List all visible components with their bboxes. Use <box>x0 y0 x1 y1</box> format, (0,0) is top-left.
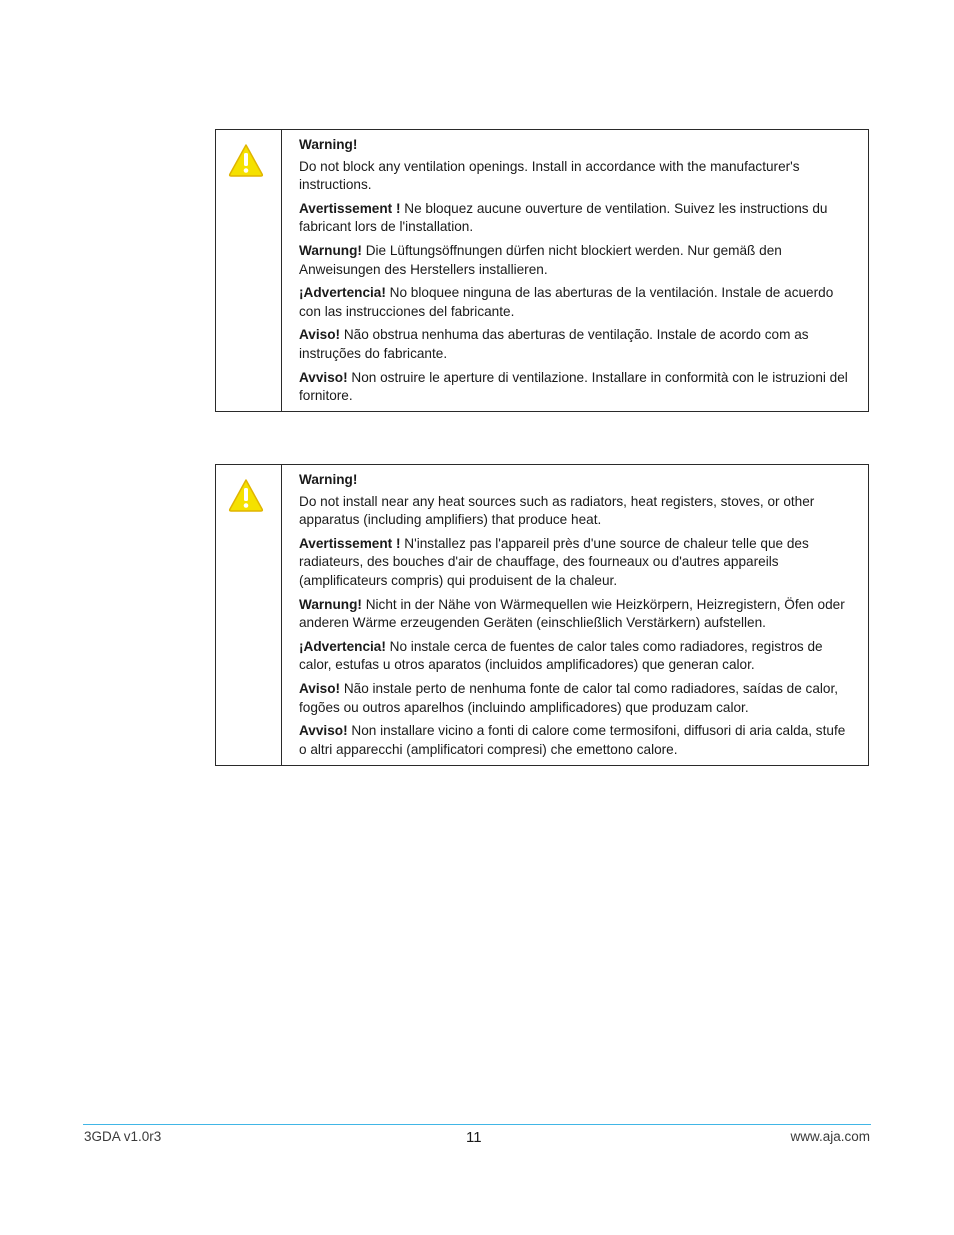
warning-triangle-icon <box>228 478 264 512</box>
warning-box-heat <box>215 464 869 766</box>
footer-page-number: 11 <box>466 1129 482 1146</box>
warning-paragraph-it: Avviso! Non ostruire le aperture di ventilazione. Installare in conformità con le istruzioni del fornitore. <box>299 369 848 404</box>
warning-heading: Warning! <box>299 472 358 487</box>
warning-icon-cell <box>216 465 282 765</box>
warning-paragraph-fr: Avertissement ! N'installez pas l'appareil près d'une source de chaleur telle que des radiateurs, des bouches d'air de chauffage, des fourneaux ou d'autres appareils (amplificateurs compris) qui produisent de la chaleur. <box>299 535 809 588</box>
warning-paragraph-de: Warnung! Nicht in der Nähe von Wärmequellen wie Heizkörpern, Heizregistern, Öfen oder anderen Wärme erzeugenden Geräten (einschließlich Verstärkern) aufstellen. <box>299 596 845 631</box>
warning-paragraph-it: Avviso! Non installare vicino a fonti di calore come termosifoni, diffusori di aria calda, stufe o altri apparecchi (amplificatori compresi) che emettono calore. <box>299 723 846 757</box>
warning-paragraph-en: Do not block any ventilation openings. Install in accordance with the manufacturer's instructions. <box>299 158 800 193</box>
footer-website: www.aja.com <box>790 1129 870 1144</box>
footer-rule <box>83 1124 871 1125</box>
warning-paragraph-en: Do not install near any heat sources such as radiators, heat registers, stoves, or other apparatus (including amplifiers) that produce heat. <box>299 493 815 528</box>
warning-triangle-icon <box>228 143 264 177</box>
warning-paragraph-es: ¡Advertencia! No bloquee ninguna de las aberturas de la ventilación. Instale de acuerdo con las instrucciones del fabricante. <box>299 285 834 319</box>
footer-document-version: 3GDA v1.0r3 <box>84 1129 162 1144</box>
warning-paragraph-fr: Avertissement ! Ne bloquez aucune ouverture de ventilation. Suivez les instructions du fabricant lors de l'installation. <box>299 200 828 235</box>
warning-paragraph-pt: Aviso! Não obstrua nenhuma das aberturas de ventilação. Instale de acordo com as instruções do fabricante. <box>299 327 809 361</box>
warning-paragraph-es: ¡Advertencia! No instale cerca de fuentes de calor tales como radiadores, registros de calor, estufas u otros aparatos (incluidos amplificadores) que generan calor. <box>299 638 823 673</box>
warning-text-cell <box>282 130 868 411</box>
warning-text-cell <box>282 465 868 765</box>
warning-paragraph-pt: Aviso! Não instale perto de nenhuma fonte de calor tal como radiadores, saídas de calor, fogões ou outros aparelhos (incluindo amplificadores) que produzam calor. <box>299 680 839 715</box>
warning-icon-cell <box>216 130 282 411</box>
warning-heading: Warning! <box>299 137 358 152</box>
warning-paragraph-de: Warnung! Die Lüftungsöffnungen dürfen nicht blockiert werden. Nur gemäß den Anweisungen des Herstellers installieren. <box>299 242 782 277</box>
warning-box-ventilation <box>215 129 869 412</box>
